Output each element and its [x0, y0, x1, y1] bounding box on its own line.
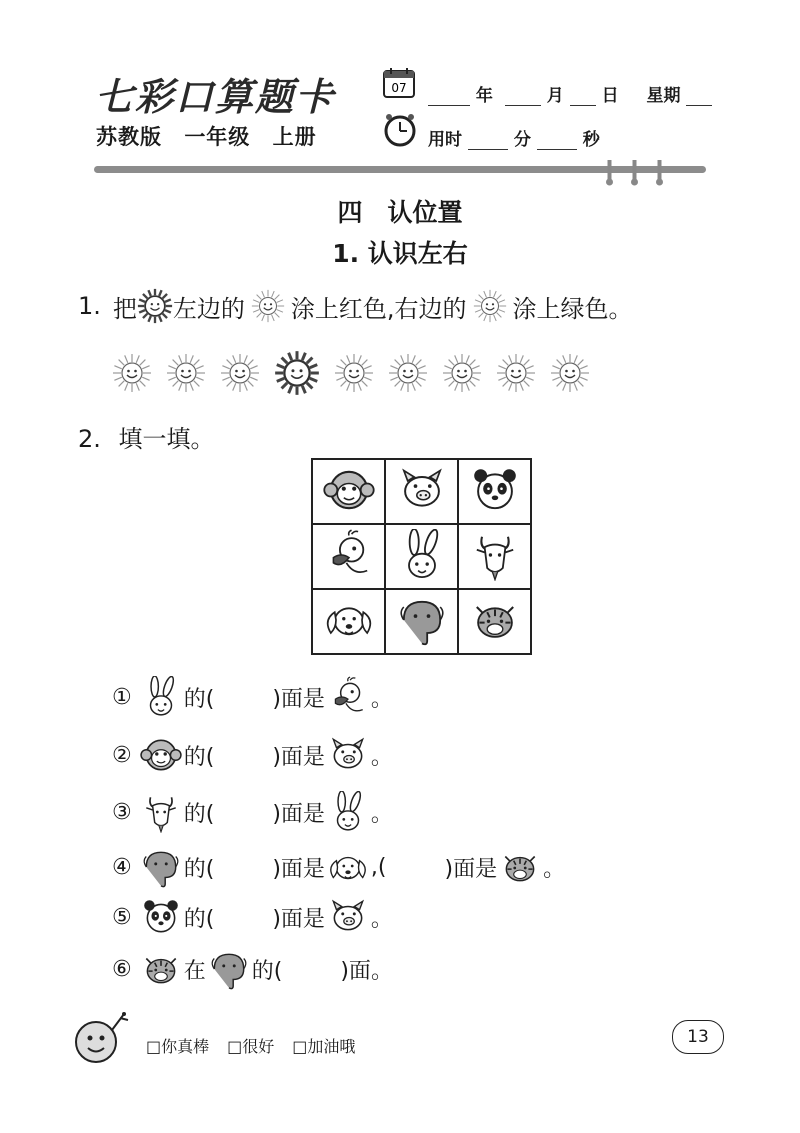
rabbit-icon: [327, 791, 369, 833]
rating-options: [146, 1034, 355, 1057]
seconds-blank[interactable]: [537, 133, 577, 150]
month-label: 月: [546, 86, 564, 106]
question-1-number: 1.: [78, 292, 101, 320]
tiger-icon: [499, 846, 541, 888]
smiley-icon-3[interactable]: [220, 353, 260, 396]
edition-grade: 一年级: [184, 125, 251, 149]
item-text: )面是: [272, 856, 325, 882]
item-text: 的(: [183, 744, 215, 770]
grid-cell-pig: [385, 459, 458, 524]
weekday-blank[interactable]: [686, 89, 712, 106]
monkey-icon: [140, 734, 182, 776]
smiley-icon-2[interactable]: [166, 353, 206, 396]
month-blank[interactable]: [505, 89, 541, 106]
sun-row: [112, 350, 590, 396]
duck-icon: [323, 529, 375, 581]
fill-item-6: [112, 948, 393, 990]
item-text: 的(: [183, 686, 215, 712]
grid-cell-panda: [458, 459, 531, 524]
grid-cell-tiger: [458, 589, 531, 654]
grid-cell-goat: [458, 524, 531, 589]
goat-icon: [140, 791, 182, 833]
unit-title: 四 认位置: [337, 198, 463, 227]
cartoon-mascot-icon: [68, 1008, 132, 1068]
panda-icon: [469, 464, 521, 516]
item-text: 。: [370, 958, 393, 984]
item-text: 。: [370, 744, 393, 770]
elephant-icon: [208, 948, 250, 990]
dog-icon: [323, 594, 375, 646]
question-1: [78, 288, 633, 324]
item-text: )面是: [444, 856, 498, 882]
smiley-icon: [473, 289, 507, 323]
minutes-label: 分: [513, 130, 531, 150]
item-number: ②: [112, 742, 132, 768]
page-number: 13: [672, 1020, 724, 1054]
fill-item-5: [112, 896, 393, 938]
q1-text-d: 涂上绿色。: [512, 294, 633, 323]
item-text: )面是: [272, 906, 325, 932]
item-text: 。: [370, 686, 393, 712]
grid-cell-elephant: [385, 589, 458, 654]
edition-line: [96, 121, 331, 151]
calendar-icon: [383, 68, 415, 98]
grid-cell-rabbit: [385, 524, 458, 589]
item-text: 的(: [183, 856, 215, 882]
grid-cell-duck: [312, 524, 385, 589]
duck-icon: [327, 676, 369, 718]
item-text: 。: [370, 906, 393, 932]
smiley-icon: [251, 289, 285, 323]
tiger-icon: [469, 594, 521, 646]
animal-grid: [311, 458, 532, 655]
pig-icon: [327, 734, 369, 776]
smiley-icon-1[interactable]: [112, 353, 152, 396]
item-text: 的(: [251, 958, 283, 984]
smiley-icon-7[interactable]: [442, 353, 482, 396]
calendar-day: 07: [391, 81, 407, 95]
brand-title: 七彩口算题卡: [95, 74, 336, 119]
item-text: 。: [370, 801, 393, 827]
question-2-title: 填一填。: [118, 425, 215, 453]
date-line: [428, 81, 712, 106]
q1-text-b: 左边的: [172, 294, 245, 323]
item-text: ,(: [370, 854, 387, 880]
fill-item-4: [112, 846, 565, 888]
item-number: ①: [112, 684, 132, 710]
seconds-label: 秒: [582, 130, 600, 150]
q1-text-c: 涂上红色,右边的: [290, 294, 467, 323]
tiger-icon: [140, 948, 182, 990]
rating-option-great[interactable]: □你真棒: [146, 1037, 210, 1056]
question-2: [78, 419, 215, 454]
item-text: )面是: [272, 744, 325, 770]
monkey-icon: [323, 464, 375, 516]
pig-icon: [396, 464, 448, 516]
time-line: [428, 125, 600, 150]
fill-item-2: [112, 734, 393, 776]
elephant-icon: [140, 846, 182, 888]
smiley-icon-9[interactable]: [550, 353, 590, 396]
smiley-icon-5[interactable]: [334, 353, 374, 396]
pig-icon: [327, 896, 369, 938]
minutes-blank[interactable]: [468, 133, 508, 150]
smiley-icon-8[interactable]: [496, 353, 536, 396]
year-blank[interactable]: [428, 89, 470, 106]
grid-cell-dog: [312, 589, 385, 654]
item-text: )面是: [272, 686, 325, 712]
edition-volume: 上册: [272, 125, 317, 149]
question-2-number: 2.: [78, 425, 101, 453]
item-text: 在: [183, 958, 206, 984]
year-label: 年: [475, 86, 493, 106]
item-text: 的(: [183, 801, 215, 827]
q1-text-a: 把: [112, 294, 137, 323]
panda-icon: [140, 896, 182, 938]
day-blank[interactable]: [570, 89, 596, 106]
time-used-label: 用时: [428, 130, 462, 150]
smiley-icon-6[interactable]: [388, 353, 428, 396]
item-number: ⑥: [112, 956, 132, 982]
fill-item-1: [112, 676, 393, 718]
fill-item-3: [112, 791, 393, 833]
edition-publisher: 苏教版: [96, 125, 162, 149]
lesson-title: 1. 认识左右: [332, 239, 468, 268]
weekday-label: 星期: [646, 86, 681, 106]
item-number: ③: [112, 799, 132, 825]
sun-icon-4[interactable]: [274, 350, 320, 396]
item-text: 的(: [183, 906, 215, 932]
dog-icon: [327, 846, 369, 888]
goat-icon: [469, 529, 521, 581]
day-label: 日: [601, 86, 619, 106]
rating-option-good[interactable]: □很好: [227, 1037, 275, 1056]
item-text: 。: [543, 856, 566, 882]
elephant-icon: [396, 594, 448, 646]
item-text: )面是: [272, 801, 325, 827]
sun-icon: [137, 288, 173, 324]
clock-icon: [383, 113, 417, 147]
rabbit-icon: [140, 676, 182, 718]
item-number: ⑤: [112, 904, 132, 930]
rabbit-icon: [396, 529, 448, 581]
hanger-decoration: [600, 160, 690, 186]
item-text: )面: [340, 958, 371, 984]
grid-cell-monkey: [312, 459, 385, 524]
item-number: ④: [112, 854, 132, 880]
rating-option-keep-going[interactable]: □加油哦: [292, 1037, 356, 1056]
